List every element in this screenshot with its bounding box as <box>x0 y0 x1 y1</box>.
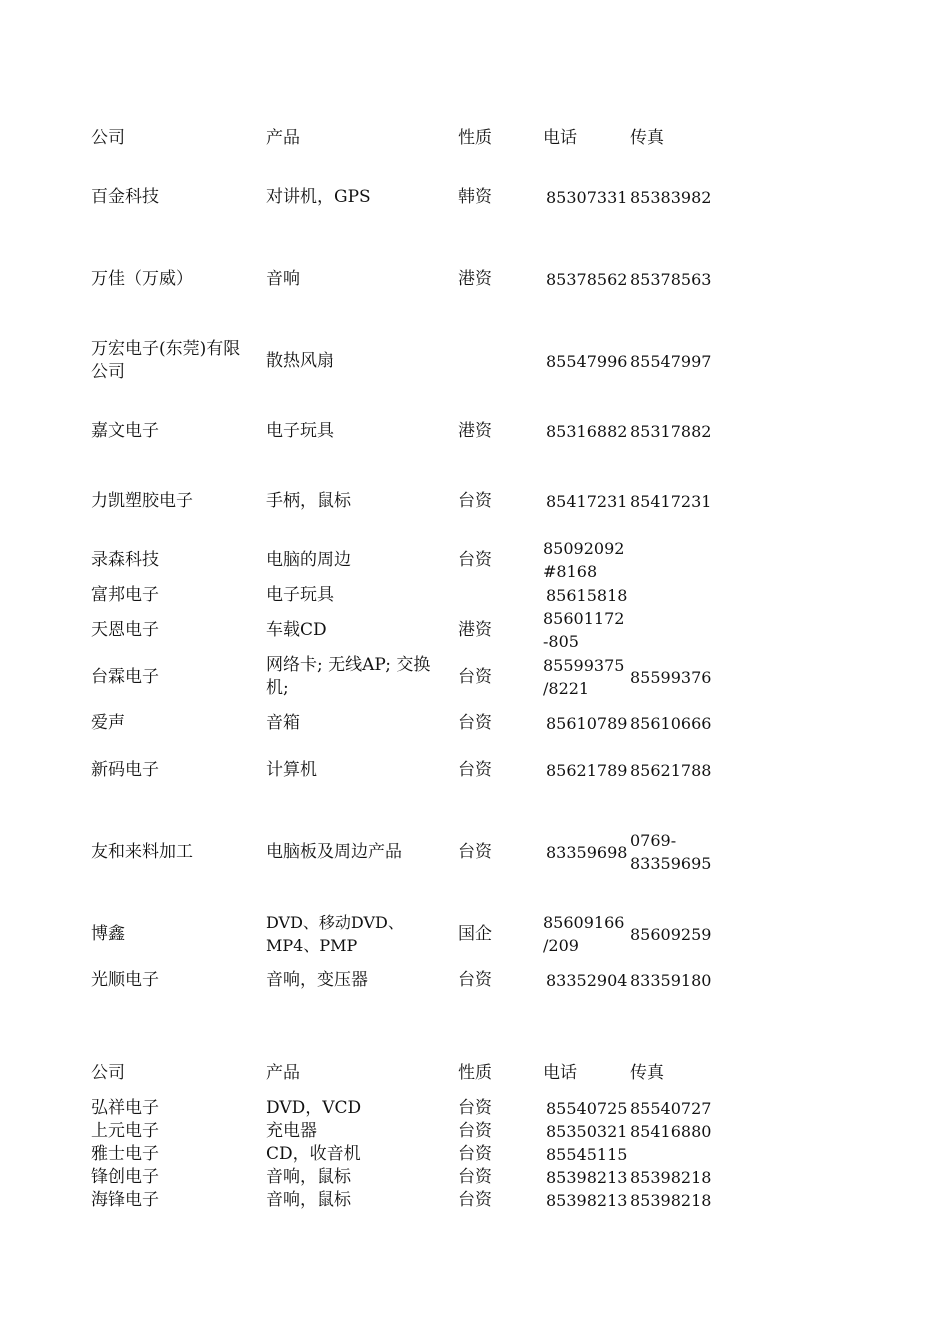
header-nature: 性质 <box>458 128 492 148</box>
phone: 83352904 <box>546 970 628 990</box>
nature: 国企 <box>458 923 492 944</box>
product: CD，收音机 <box>266 1144 361 1164</box>
header-company: 公司 <box>91 1063 125 1083</box>
phone: 83359698 <box>546 842 628 862</box>
phone: 85621789 <box>546 760 628 780</box>
company-name: 力凯塑胶电子 <box>91 490 193 511</box>
fax <box>630 606 720 654</box>
company-name: 百金科技 <box>91 186 159 207</box>
table-row <box>0 606 950 654</box>
product: 计算机 <box>266 759 317 780</box>
product: 音响，鼠标 <box>266 1167 351 1187</box>
nature: 港资 <box>458 268 492 289</box>
table2-header-row <box>0 1062 950 1085</box>
phone: 85615818 <box>546 585 628 605</box>
nature: 台资 <box>458 1167 492 1187</box>
nature: 台资 <box>458 490 492 511</box>
company-name: 万佳（万威） <box>91 268 193 289</box>
product: 音响，变压器 <box>266 969 368 990</box>
product: DVD，VCD <box>266 1098 362 1118</box>
company-name: 海锋电子 <box>91 1190 159 1210</box>
product: 车载CD <box>266 619 327 640</box>
fax: 85610666 <box>630 713 712 733</box>
phone: 85545115 <box>546 1145 628 1164</box>
nature: 台资 <box>458 969 492 990</box>
table-row <box>0 536 950 584</box>
fax <box>630 583 720 607</box>
phone: 85316882 <box>546 421 628 441</box>
table-row <box>0 828 950 876</box>
phone: 85378562 <box>546 269 628 289</box>
phone: 85092092 #8168 <box>543 539 625 581</box>
table-row <box>0 267 950 291</box>
fax: 85609259 <box>630 924 712 944</box>
nature: 台资 <box>458 1144 492 1164</box>
product: 电脑板及周边产品 <box>266 841 402 862</box>
company-name: 光顺电子 <box>91 969 159 990</box>
table1-header-row <box>0 127 950 150</box>
phone: 85610789 <box>546 713 628 733</box>
nature <box>458 337 518 385</box>
nature: 台资 <box>458 759 492 780</box>
nature: 台资 <box>458 549 492 570</box>
phone: 85417231 <box>546 491 628 511</box>
header-product: 产品 <box>266 128 300 148</box>
company-name: 弘祥电子 <box>91 1098 159 1118</box>
company-name: 雅士电子 <box>91 1144 159 1164</box>
nature: 港资 <box>458 420 492 441</box>
company-name: 博鑫 <box>91 923 125 944</box>
product: 音响，鼠标 <box>266 1190 351 1210</box>
table-row <box>0 1189 950 1212</box>
phone: 85398213 <box>546 1191 628 1210</box>
nature: 台资 <box>458 712 492 733</box>
product: 手柄，鼠标 <box>266 490 351 511</box>
fax: 85417231 <box>630 491 712 511</box>
fax: 85540727 <box>630 1099 712 1118</box>
phone: 85398213 <box>546 1168 628 1187</box>
header-fax: 传真 <box>630 128 664 148</box>
product: 网络卡; 无线AP; 交换机; <box>266 655 431 698</box>
fax <box>630 1143 720 1166</box>
nature: 港资 <box>458 619 492 640</box>
table-row <box>0 1143 950 1166</box>
table-row <box>0 711 950 735</box>
table-row <box>0 1166 950 1189</box>
product: 电脑的周边 <box>266 549 351 570</box>
product: 电子玩具 <box>266 584 334 605</box>
phone: 85599375 /8221 <box>543 656 625 698</box>
table-row <box>0 1120 950 1143</box>
header-product: 产品 <box>266 1063 300 1083</box>
fax <box>630 536 720 584</box>
fax: 83359180 <box>630 970 712 990</box>
product: 散热风扇 <box>266 350 334 371</box>
company-name: 友和来料加工 <box>91 841 193 862</box>
header-fax: 传真 <box>630 1063 664 1083</box>
nature: 台资 <box>458 1190 492 1210</box>
nature: 台资 <box>458 841 492 862</box>
fax: 85599376 <box>630 667 712 687</box>
company-name: 万宏电子(东莞)有限公司 <box>91 339 241 382</box>
company-name: 嘉文电子 <box>91 420 159 441</box>
nature: 台资 <box>458 1121 492 1141</box>
fax: 85378563 <box>630 269 712 289</box>
table-row <box>0 758 950 782</box>
phone: 85547996 <box>546 351 628 371</box>
table-row <box>0 583 950 607</box>
table-row <box>0 419 950 443</box>
product: 对讲机，GPS <box>266 186 371 207</box>
phone: 85609166 /209 <box>543 913 625 955</box>
phone: 85601172 -805 <box>543 609 625 651</box>
header-phone: 电话 <box>543 1063 577 1083</box>
product: 音响 <box>266 268 300 289</box>
table-row <box>0 653 950 701</box>
product: DVD、移动DVD、MP4、PMP <box>266 913 404 955</box>
table-row <box>0 910 950 958</box>
nature: 台资 <box>458 666 492 687</box>
table-row <box>0 1097 950 1120</box>
header-phone: 电话 <box>543 128 577 148</box>
company-name: 上元电子 <box>91 1121 159 1141</box>
fax: 85621788 <box>630 760 712 780</box>
product: 充电器 <box>266 1121 317 1141</box>
phone: 85540725 <box>546 1099 628 1118</box>
company-name: 新码电子 <box>91 759 159 780</box>
fax: 85383982 <box>630 187 712 207</box>
company-name: 锋创电子 <box>91 1167 159 1187</box>
nature: 台资 <box>458 1098 492 1118</box>
fax: 85547997 <box>630 351 712 371</box>
table-row <box>0 185 950 209</box>
fax: 85398218 <box>630 1191 712 1210</box>
fax: 85398218 <box>630 1168 712 1187</box>
fax: 0769- 83359695 <box>630 831 712 873</box>
company-name: 录森科技 <box>91 549 159 570</box>
header-company: 公司 <box>91 128 125 148</box>
company-name: 爱声 <box>91 712 125 733</box>
table-row <box>0 337 950 385</box>
product: 音箱 <box>266 712 300 733</box>
fax: 85416880 <box>630 1122 712 1141</box>
company-name: 台霖电子 <box>91 666 159 687</box>
company-name: 天恩电子 <box>91 619 159 640</box>
table-row <box>0 489 950 513</box>
table-row <box>0 968 950 992</box>
nature: 韩资 <box>458 186 492 207</box>
product: 电子玩具 <box>266 420 334 441</box>
phone: 85307331 <box>546 187 628 207</box>
nature <box>458 583 518 607</box>
phone: 85350321 <box>546 1122 628 1141</box>
company-name: 富邦电子 <box>91 584 159 605</box>
header-nature: 性质 <box>458 1063 492 1083</box>
fax: 85317882 <box>630 421 712 441</box>
